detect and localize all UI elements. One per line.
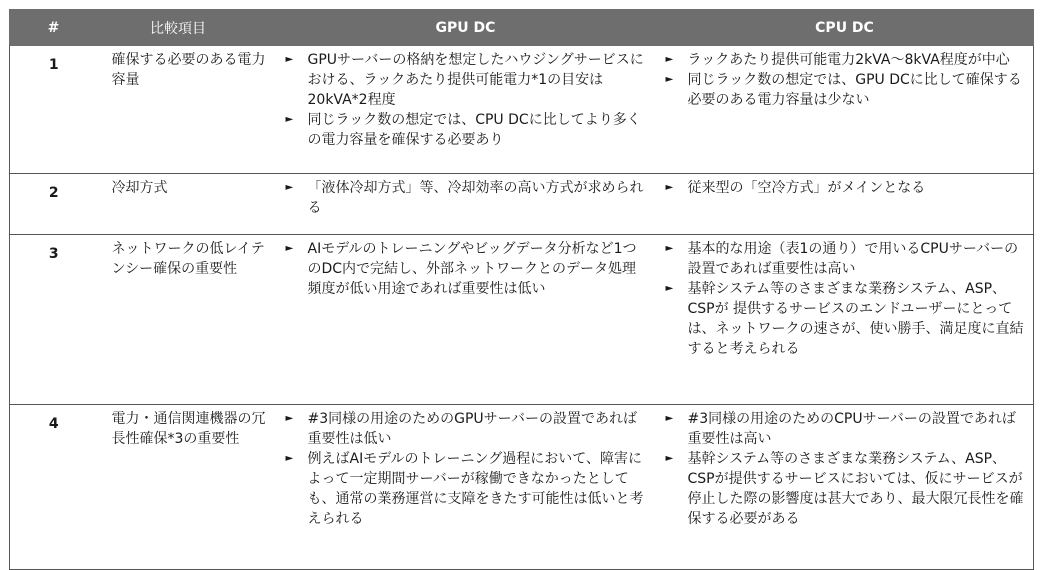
- cpu-cell: [656, 174, 1034, 235]
- list-item: [664, 409, 1026, 449]
- list-item-text: 基本的な用途（表1の通り）で用いるCPUサーバーの設置であれば重要性は高い: [687, 241, 1019, 277]
- gpu-cell: [276, 235, 656, 405]
- row-item: 確保する必要のある電力容量: [98, 46, 276, 174]
- row-number: 3: [10, 235, 98, 405]
- bullet-icon: ►: [285, 413, 294, 424]
- bullet-icon: ►: [665, 283, 674, 294]
- list-item: [664, 449, 1026, 529]
- comparison-table: [9, 9, 1034, 570]
- bullet-icon: ►: [665, 54, 674, 65]
- bullet-icon: ►: [665, 453, 674, 464]
- bullet-icon: ►: [665, 413, 674, 424]
- list-item-text: ラックあたり提供可能電力2kVA～8kVA程度が中心: [687, 52, 1010, 68]
- gpu-cell: [276, 174, 656, 235]
- gpu-cell: [276, 405, 656, 570]
- list-item: [284, 50, 646, 110]
- header-gpu-dc: GPU DC: [276, 10, 656, 46]
- header-cpu-dc: CPU DC: [656, 10, 1034, 46]
- gpu-cell: [276, 46, 656, 174]
- bullet-icon: ►: [285, 182, 294, 193]
- table-row: [10, 405, 1034, 570]
- row-item: 電力・通信関連機器の冗長性確保*3の重要性: [98, 405, 276, 570]
- table-row: [10, 235, 1034, 405]
- bullet-icon: ►: [665, 182, 674, 193]
- list-item-text: 従来型の「空冷方式」がメインとなる: [687, 180, 926, 196]
- bullet-icon: ►: [285, 114, 294, 125]
- row-item: 冷却方式: [98, 174, 276, 235]
- table-row: [10, 174, 1034, 235]
- list-item-text: 同じラック数の想定では、CPU DCに比してより多くの電力容量を確保する必要あり: [307, 112, 641, 148]
- row-item: ネットワークの低レイテンシー確保の重要性: [98, 235, 276, 405]
- header-comparison-item: 比較項目: [98, 10, 276, 46]
- list-item: [664, 239, 1026, 279]
- list-item-text: #3同様の用途のためのGPUサーバーの設置であれば重要性は低い: [307, 411, 637, 447]
- list-item: [284, 449, 646, 529]
- list-item: [664, 279, 1026, 359]
- table-header-row: [10, 10, 1034, 46]
- header-number: #: [10, 10, 98, 46]
- list-item-text: GPUサーバーの格納を想定したハウジングサービスにおける、ラックあたり提供可能電力*1の目安は20kVA*2程度: [307, 52, 644, 108]
- list-item: [664, 178, 1026, 198]
- list-item: [284, 239, 646, 299]
- table-row: [10, 46, 1034, 174]
- list-item: [284, 409, 646, 449]
- list-item-text: 基幹システム等のさまざまな業務システム、ASP、CSPが 提供するサービスのエンドユーザーにとっては、ネットワークの速さが、使い勝手、満足度に直結すると考えられる: [687, 281, 1024, 357]
- bullet-icon: ►: [665, 243, 674, 254]
- list-item: [664, 70, 1026, 110]
- list-item-text: 例えばAIモデルのトレーニング過程において、障害によって一定期間サーバーが稼働できなかったとしても、通常の業務運営に支障をきたす可能性は低いと考えられる: [307, 451, 644, 527]
- row-number: 1: [10, 46, 98, 174]
- list-item-text: 基幹システム等のさまざまな業務システム、ASP、CSPが提供するサービスにおいては、仮にサービスが停止した際の影響度は甚大であり、最大限冗長性を確保する必要がある: [687, 451, 1024, 527]
- list-item: [664, 50, 1026, 70]
- cpu-cell: [656, 405, 1034, 570]
- list-item: [284, 178, 646, 218]
- bullet-icon: ►: [665, 74, 674, 85]
- list-item-text: 同じラック数の想定では、GPU DCに比して確保する必要のある電力容量は少ない: [687, 72, 1022, 108]
- cpu-cell: [656, 235, 1034, 405]
- list-item: [284, 110, 646, 150]
- bullet-icon: ►: [285, 243, 294, 254]
- list-item-text: 「液体冷却方式」等、冷却効率の高い方式が求められる: [307, 180, 644, 216]
- cpu-cell: [656, 46, 1034, 174]
- bullet-icon: ►: [285, 453, 294, 464]
- row-number: 4: [10, 405, 98, 570]
- list-item-text: AIモデルのトレーニングやビッグデータ分析など1つのDC内で完結し、外部ネットワークとのデータ処理頻度が低い用途であれば重要性は低い: [307, 241, 637, 297]
- bullet-icon: ►: [285, 54, 294, 65]
- row-number: 2: [10, 174, 98, 235]
- list-item-text: #3同様の用途のためのCPUサーバーの設置であれば重要性は高い: [687, 411, 1016, 447]
